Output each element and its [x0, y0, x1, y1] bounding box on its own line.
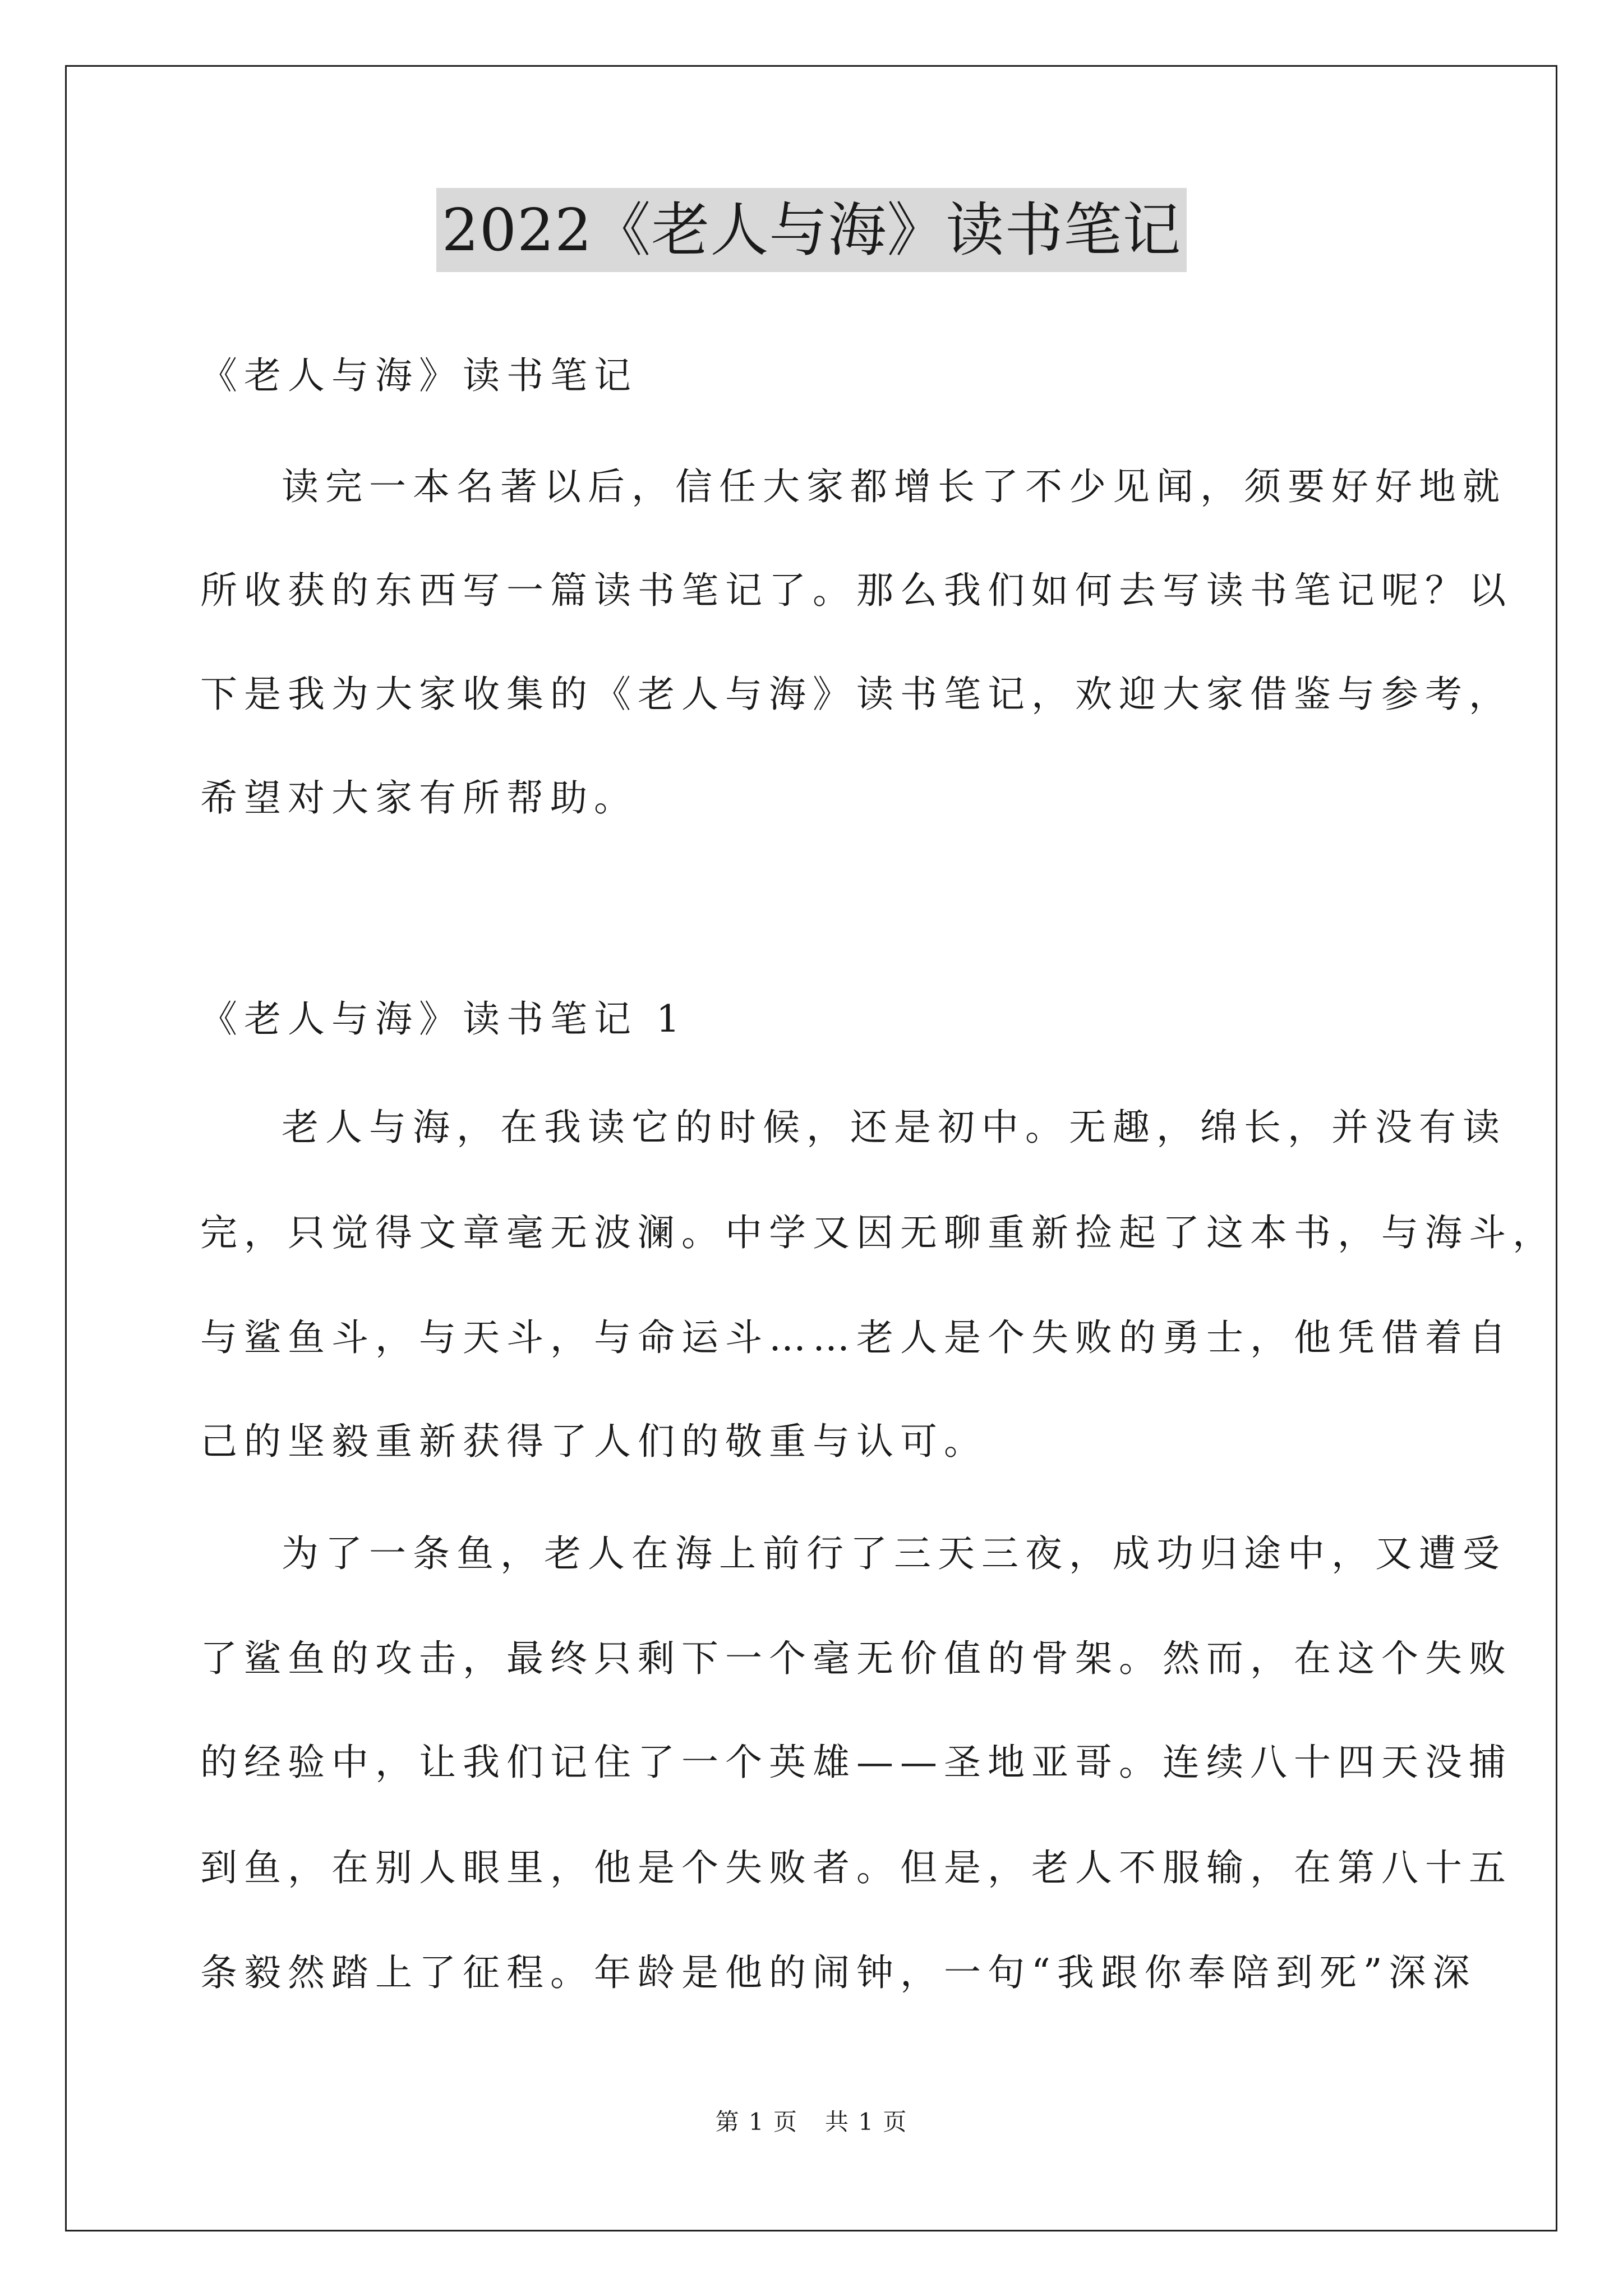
paragraph1-line-1: 老人与海，在我读它的时候，还是初中。无趣，绵长，并没有读	[282, 1106, 1506, 1149]
section-heading: 《老人与海》读书笔记 1	[200, 997, 686, 1041]
paragraph2-line-1: 为了一条鱼，老人在海上前行了三天三夜，成功归途中，又遭受	[282, 1532, 1506, 1575]
intro-line-1: 读完一本名著以后，信任大家都增长了不少见闻，须要好好地就	[282, 465, 1506, 508]
intro-line-2: 所收获的东西写一篇读书笔记了。那么我们如何去写读书笔记呢？以	[200, 569, 1513, 612]
paragraph2-line-5: 条毅然踏上了征程。年龄是他的闹钟，一句“我跟你奉陪到死”深深	[200, 1951, 1477, 1994]
intro-line-3: 下是我为大家收集的《老人与海》读书笔记，欢迎大家借鉴与参考，	[200, 673, 1513, 716]
paragraph2-line-2: 了鲨鱼的攻击，最终只剩下一个毫无价值的骨架。然而，在这个失败	[200, 1637, 1513, 1680]
paragraph2-line-3: 的经验中，让我们记住了一个英雄——圣地亚哥。连续八十四天没捕	[200, 1741, 1513, 1784]
page-number-current: 第 1 页	[715, 2108, 798, 2136]
document-title: 2022《老人与海》读书笔记	[436, 188, 1187, 272]
paragraph1-line-4: 己的坚毅重新获得了人们的敬重与认可。	[200, 1420, 988, 1463]
document-subtitle: 《老人与海》读书笔记	[200, 354, 638, 397]
paragraph1-line-2: 完，只觉得文章毫无波澜。中学又因无聊重新捡起了这本书，与海斗，	[200, 1211, 1556, 1254]
title-container	[0, 188, 1623, 272]
page-footer	[0, 2105, 1623, 2139]
intro-line-4: 希望对大家有所帮助。	[200, 776, 638, 820]
paragraph2-line-4: 到鱼，在别人眼里，他是个失败者。但是，老人不服输，在第八十五	[200, 1846, 1513, 1889]
paragraph1-line-3: 与鲨鱼斗，与天斗，与命运斗……老人是个失败的勇士，他凭借着自	[200, 1316, 1513, 1359]
page-number-total: 共 1 页	[825, 2108, 908, 2136]
